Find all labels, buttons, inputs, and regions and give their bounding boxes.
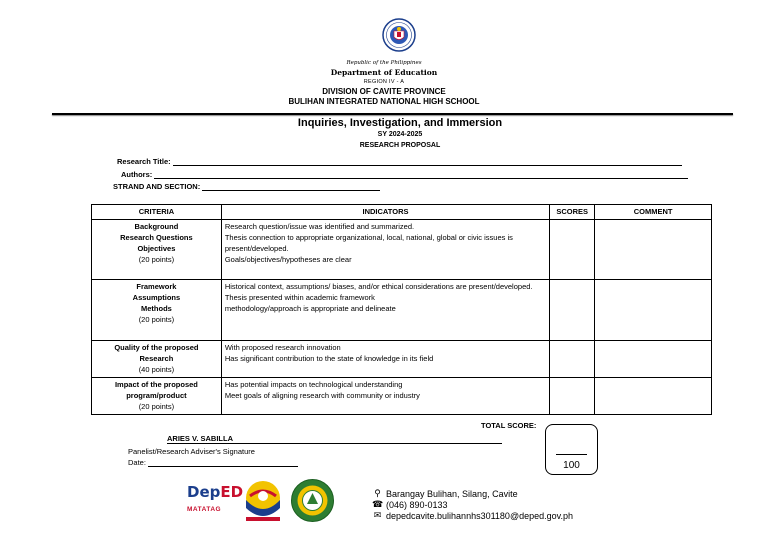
email-text[interactable]: depedcavite.bulihannhs301180@deped.gov.ph [386,510,573,521]
criteria-cell: Framework Assumptions Methods (20 points) [92,280,222,341]
comment-header: COMMENT [595,205,712,220]
signature-label: Panelist/Research Adviser's Signature [128,447,255,456]
comment-cell[interactable] [595,341,712,378]
authors-blank[interactable] [154,171,688,179]
score-blank-line [556,454,587,455]
research-title-label: Research Title: [117,157,171,166]
table-row [92,378,712,415]
deped-brand-text: DepED [187,483,244,501]
score-cell[interactable] [550,280,595,341]
phone-icon: ☎ [372,499,384,509]
address-line [372,488,518,499]
research-title-field [117,157,682,166]
criteria-cell: Background Research Questions Objectives (20 points) [92,220,222,280]
matatag-logo: MATATAG [187,506,222,513]
points-label: (20 points) [138,315,175,324]
indicators-cell: With proposed research innovation Has significant contribution to the state of knowledge in its field [221,341,549,378]
score-cell[interactable] [550,378,595,415]
email-line [372,510,573,521]
date-blank[interactable] [148,459,298,467]
criteria-cell: Quality of the proposed Research (40 points) [92,341,222,378]
school-seal-logo [290,478,335,523]
strand-section-field [113,182,380,191]
score-cell[interactable] [550,220,595,280]
header-divider [52,113,733,115]
table-row [92,341,712,378]
table-row [92,280,712,341]
indicators-cell: Historical context, assumptions/ biases, and/or ethical considerations are present/developed. Thesis presented within academic framework methodology/approach is appropriate and delineate [221,280,549,341]
date-label: Date: [128,458,146,467]
bagong-pilipinas-logo [240,478,286,524]
signature-line[interactable] [167,443,502,444]
points-label: (20 points) [138,255,175,264]
criteria-cell: Impact of the proposed program/product (20 points) [92,378,222,415]
total-score-max: 100 [563,460,580,471]
date-field [128,458,298,467]
comment-cell[interactable] [595,280,712,341]
address-text: Barangay Bulihan, Silang, Cavite [386,488,518,499]
phone-line [372,499,448,510]
email-icon: ✉ [373,510,382,520]
panelist-name: ARIES V. SABILLA [167,434,233,443]
points-label: (20 points) [138,402,175,411]
total-score-box[interactable] [545,424,598,475]
document-title: Inquiries, Investigation, and Immersion [297,117,503,129]
points-label: (40 points) [138,365,175,374]
comment-cell[interactable] [595,378,712,415]
deped-logo [187,483,243,501]
department-line: Department of Education [330,68,438,77]
school-year: SY 2024-2025 [377,131,423,138]
strand-section-blank[interactable] [202,183,380,191]
deped-seal-logo [382,18,416,52]
indicators-cell: Research question/issue was identified and summarized. Thesis connection to appropriate organizational, local, national, global or civic issues is present/developed. Goals/objectives/hypotheses are clear [221,220,549,280]
school-name: BULIHAN INTEGRATED NATIONAL HIGH SCHOOL [288,97,480,106]
score-cell[interactable] [550,341,595,378]
rubric-header-row [92,205,712,220]
authors-field [121,170,688,179]
location-icon: ⚲ [374,488,381,498]
comment-cell[interactable] [595,220,712,280]
region-line: REGION IV - A [363,79,405,85]
document-subtitle: RESEARCH PROPOSAL [359,142,441,149]
strand-section-label: STRAND AND SECTION: [113,182,201,191]
table-row [92,220,712,280]
indicators-header: INDICATORS [221,205,549,220]
criteria-header: CRITERIA [92,205,222,220]
scores-header: SCORES [550,205,595,220]
indicators-cell: Has potential impacts on technological understanding Meet goals of aligning research with community or industry [221,378,549,415]
total-score-label: TOTAL SCORE: [481,421,537,430]
research-title-blank[interactable] [173,158,682,166]
rubric-table [91,204,712,415]
authors-label: Authors: [121,170,153,179]
phone-text: (046) 890-0133 [386,499,448,510]
republic-line: Republic of the Philippines [346,60,422,66]
division-line: DIVISION OF CAVITE PROVINCE [322,87,446,96]
